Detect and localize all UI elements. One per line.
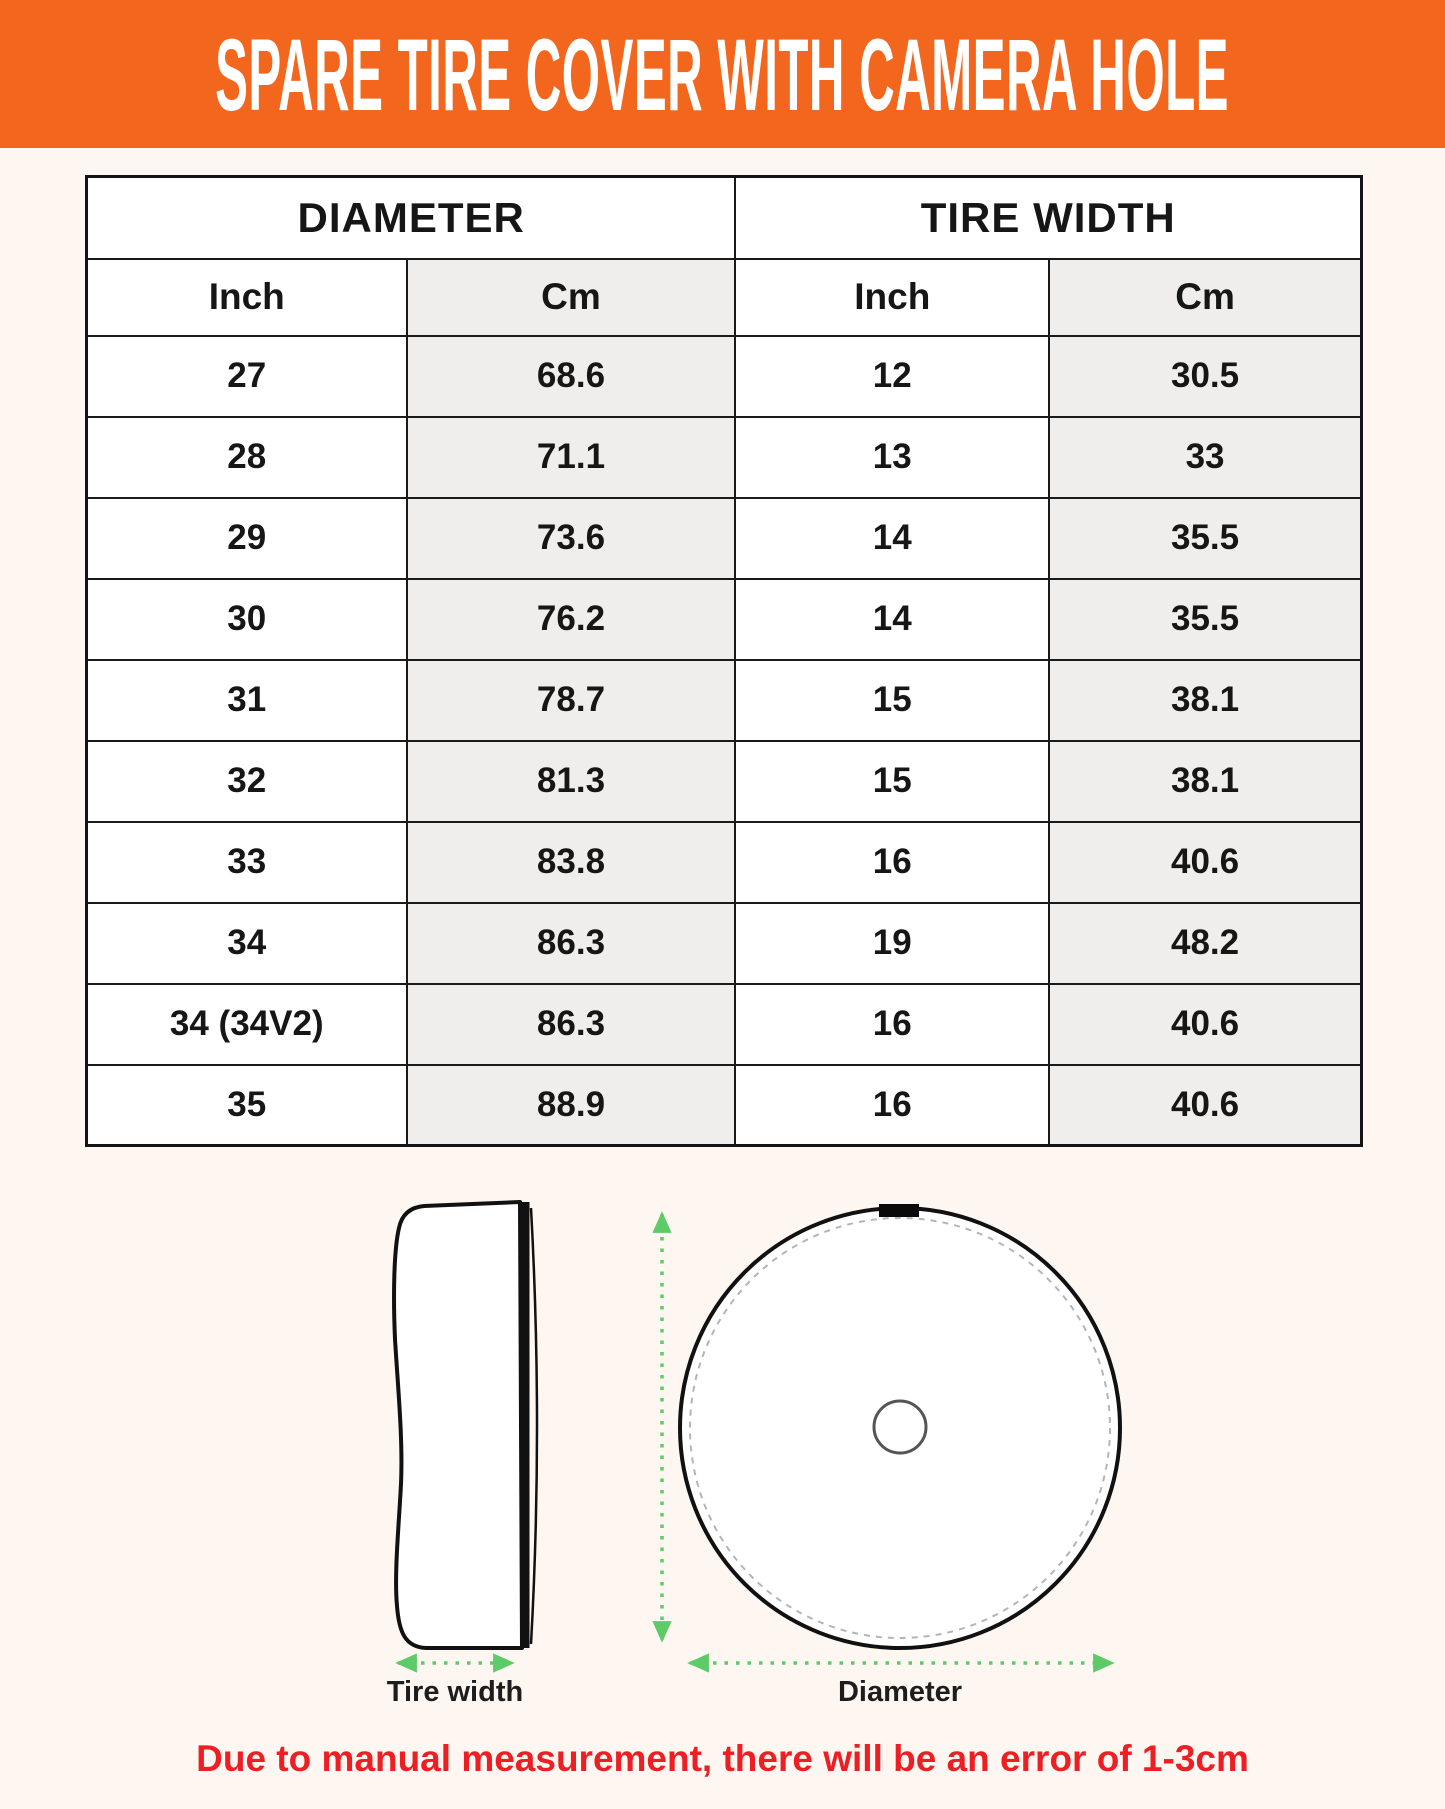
measurement-error-note: Due to manual measurement, there will be an error of 1-3cm <box>196 1738 1249 1779</box>
valve-notch <box>879 1204 919 1217</box>
page-title: SPARE TIRE COVER WITH CAMERA HOLE <box>215 16 1230 132</box>
tirewidth-cm-cell: 40.6 <box>1049 984 1361 1065</box>
diameter-cm-cell: 68.6 <box>407 336 736 417</box>
diameter-cm-cell: 76.2 <box>407 579 736 660</box>
table-row <box>87 984 1362 1065</box>
subheader-tirewidth-inch: Inch <box>735 259 1049 336</box>
tirewidth-inch-cell: 19 <box>735 903 1049 984</box>
diameter-inch-cell: 32 <box>87 741 407 822</box>
subheader-tirewidth-cm: Cm <box>1049 259 1361 336</box>
diameter-cm-cell: 86.3 <box>407 903 736 984</box>
table-row <box>87 660 1362 741</box>
diameter-inch-cell: 28 <box>87 417 407 498</box>
diameter-inch-cell: 35 <box>87 1065 407 1146</box>
tire-diagram-canvas <box>0 1144 1445 1809</box>
group-header-tire-width: TIRE WIDTH <box>735 177 1361 259</box>
diameter-label: Diameter <box>837 1676 963 1708</box>
diameter-inch-cell: 30 <box>87 579 407 660</box>
tirewidth-cm-cell: 48.2 <box>1049 903 1361 984</box>
tirewidth-cm-cell: 40.6 <box>1049 822 1361 903</box>
tire-side-view <box>394 1202 537 1648</box>
camera-hole <box>874 1401 926 1453</box>
tirewidth-cm-cell: 33 <box>1049 417 1361 498</box>
tirewidth-inch-cell: 16 <box>735 984 1049 1065</box>
table-row <box>87 417 1362 498</box>
diameter-cm-cell: 71.1 <box>407 417 736 498</box>
table-row <box>87 336 1362 417</box>
tirewidth-cm-cell: 38.1 <box>1049 660 1361 741</box>
table-row <box>87 579 1362 660</box>
tirewidth-cm-cell: 38.1 <box>1049 741 1361 822</box>
subheader-diameter-inch: Inch <box>87 259 407 336</box>
header-banner <box>0 0 1445 148</box>
tirewidth-inch-cell: 16 <box>735 1065 1049 1146</box>
diameter-inch-cell: 31 <box>87 660 407 741</box>
tirewidth-cm-cell: 35.5 <box>1049 579 1361 660</box>
tirewidth-inch-cell: 12 <box>735 336 1049 417</box>
tirewidth-inch-cell: 16 <box>735 822 1049 903</box>
diameter-cm-cell: 78.7 <box>407 660 736 741</box>
tirewidth-inch-cell: 14 <box>735 579 1049 660</box>
diameter-cm-cell: 73.6 <box>407 498 736 579</box>
table-row <box>87 822 1362 903</box>
table-subheader-row <box>87 259 1362 336</box>
diameter-inch-cell: 27 <box>87 336 407 417</box>
tire-front-view <box>680 1204 1120 1648</box>
diameter-inch-cell: 34 (34V2) <box>87 984 407 1065</box>
table-group-header-row <box>87 177 1362 259</box>
group-header-diameter: DIAMETER <box>87 177 736 259</box>
tirewidth-cm-cell: 40.6 <box>1049 1065 1361 1146</box>
diameter-inch-cell: 34 <box>87 903 407 984</box>
table-row <box>87 903 1362 984</box>
size-table <box>85 175 1363 1147</box>
tire-width-label: Tire width <box>386 1676 524 1708</box>
tirewidth-inch-cell: 15 <box>735 660 1049 741</box>
diameter-cm-cell: 81.3 <box>407 741 736 822</box>
diameter-cm-cell: 88.9 <box>407 1065 736 1146</box>
tirewidth-inch-cell: 15 <box>735 741 1049 822</box>
table-row <box>87 498 1362 579</box>
table-row <box>87 741 1362 822</box>
diameter-cm-cell: 83.8 <box>407 822 736 903</box>
table-row <box>87 1065 1362 1146</box>
diameter-inch-cell: 33 <box>87 822 407 903</box>
tirewidth-inch-cell: 13 <box>735 417 1049 498</box>
subheader-diameter-cm: Cm <box>407 259 736 336</box>
diameter-cm-cell: 86.3 <box>407 984 736 1065</box>
tirewidth-inch-cell: 14 <box>735 498 1049 579</box>
tirewidth-cm-cell: 30.5 <box>1049 336 1361 417</box>
tirewidth-cm-cell: 35.5 <box>1049 498 1361 579</box>
diameter-inch-cell: 29 <box>87 498 407 579</box>
tire-measurement-diagram <box>0 1144 1445 1809</box>
